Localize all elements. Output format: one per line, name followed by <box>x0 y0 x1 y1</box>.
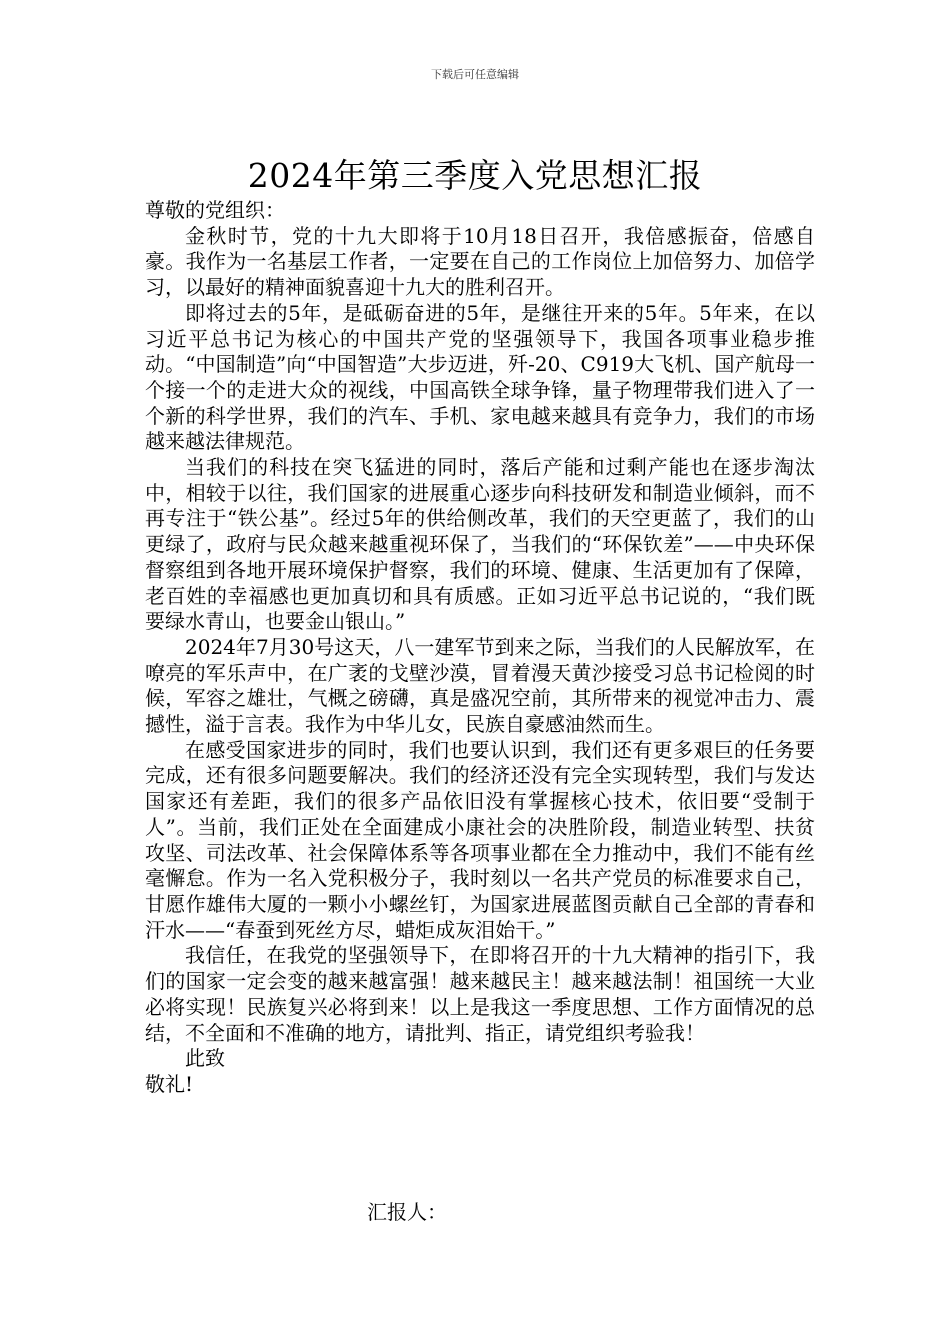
signature-label: 汇报人： <box>367 1200 447 1224</box>
closing-greeting: 此致 <box>185 1046 225 1071</box>
paragraph-4: 2024年7月30号这天，八一建军节到来之际，当我们的人民解放军，在嘹亮的军乐声中，在广袤的戈壁沙漠，冒着漫天黄沙接受习总书记检阅的时候，军容之雄壮，气概之磅礴，真是盛况空前，其所带来的视觉冲击力、震撼性，溢于言表。我作为中华儿女，民族自豪感油然而生。 <box>145 634 815 737</box>
header-note: 下载后可任意编辑 <box>431 68 519 81</box>
document-title: 2024年第三季度入党思想汇报 <box>247 156 703 196</box>
paragraph-5: 在感受国家进步的同时，我们也要认识到，我们还有更多艰巨的任务要完成，还有很多问题要解决。我们的经济还没有完全实现转型，我们与发达国家还有差距，我们的很多产品依旧没有掌握核心技术，依旧要“受制于人”。当前，我们正处在全面建成小康社会的决胜阶段，制造业转型、扶贫攻坚、司法改革、社会保障体系等各项事业都在全力推动中，我们不能有丝毫懈怠。作为一名入党积极分子，我时刻以一名共产党员的标准要求自己，甘愿作雄伟大厦的一颗小小螺丝钉，为国家进展蓝图贡献自己全部的青春和汗水——“春蚕到死丝方尽，蜡炬成灰泪始干。” <box>145 737 815 942</box>
paragraph-2: 即将过去的5年，是砥砺奋进的5年，是继往开来的5年。5年来，在以习近平总书记为核心的中国共产党的坚强领导下，我国各项事业稳步推动。“中国制造”向“中国智造”大步迈进，歼-20、C919大飞机、国产航母一个接一个的走进大众的视线，中国高铁全球争锋，量子物理带我们进入了一个新的科学世界，我们的汽车、手机、家电越来越具有竞争力，我们的市场越来越法律规范。 <box>145 300 815 454</box>
paragraph-6: 我信任，在我党的坚强领导下，在即将召开的十九大精神的指引下，我们的国家一定会变的越来越富强！越来越民主！越来越法制！祖国统一大业必将实现！民族复兴必将到来！以上是我这一季度思想、工作方面情况的总结，不全面和不准确的地方，请批判、指正，请党组织考验我！ <box>145 943 815 1045</box>
paragraph-3: 当我们的科技在突飞猛进的同时，落后产能和过剩产能也在逐步淘汰中，相较于以往，我们国家的进展重心逐步向科技研发和制造业倾斜，而不再专注于“铁公基”。经过5年的供给侧改革，我们的天空更蓝了，我们的山更绿了，政府与民众越来越重视环保了，当我们的“环保钦差”——中央环保督察组到各地开展环境保护督察，我们的环境、健康、生活更加有了保障，老百姓的幸福感也更加真切和具有质感。正如习近平总书记说的，“我们既要绿水青山，也要金山银山。” <box>145 455 815 634</box>
closing-salute: 敬礼! <box>145 1071 194 1096</box>
document-body <box>145 198 815 1098</box>
salutation: 尊敬的党组织： <box>145 198 285 222</box>
paragraph-1: 金秋时节，党的十九大即将于10月18日召开，我倍感振奋，倍感自豪。我作为一名基层工作者，一定要在自己的工作岗位上加倍努力、加倍学习，以最好的精神面貌喜迎十九大的胜利召开。 <box>145 223 815 300</box>
